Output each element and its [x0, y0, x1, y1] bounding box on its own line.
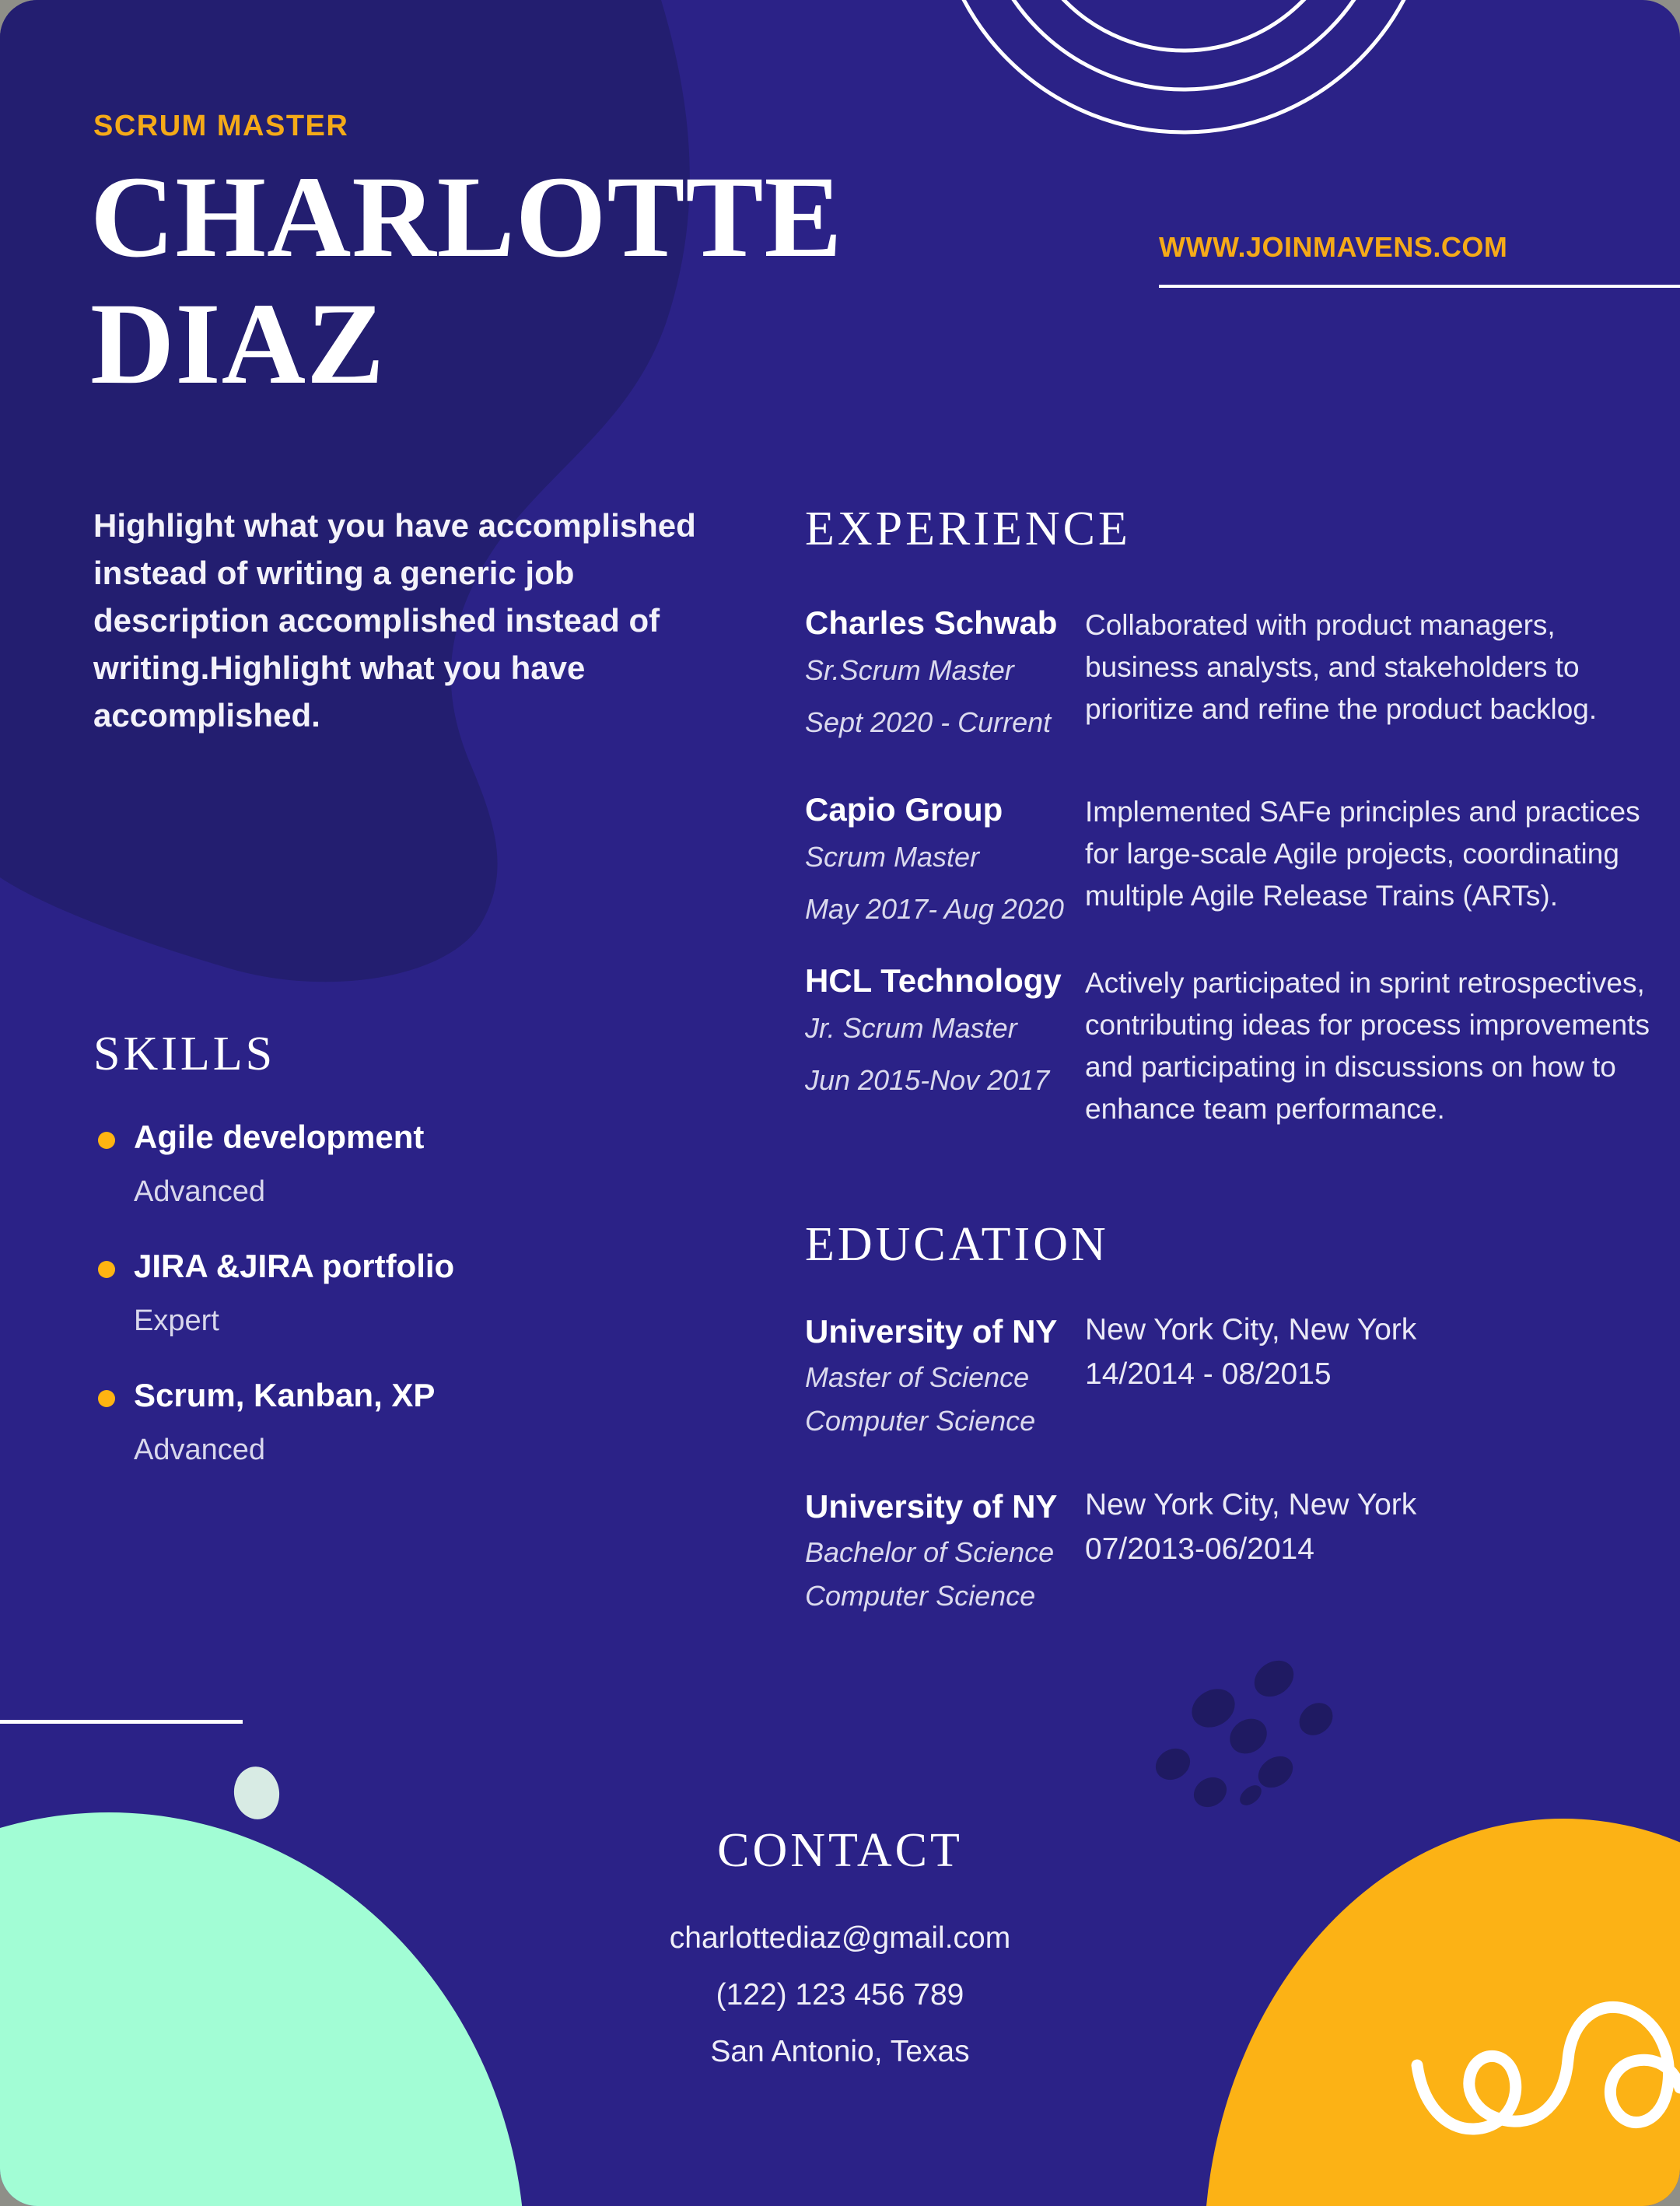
experience-company: HCL Technology — [805, 962, 1062, 999]
education-degree: Master of Science — [805, 1361, 1030, 1393]
person-last-name: DIAZ — [90, 279, 386, 408]
experience-description: Collaborated with product managers, business analysts, and stakeholders to prioritize and refine the product backlog. — [1085, 609, 1598, 725]
bullet-dot-icon — [98, 1390, 115, 1407]
skill-level: Expert — [134, 1304, 219, 1337]
skill-name: Scrum, Kanban, XP — [134, 1377, 436, 1413]
experience-company: Capio Group — [805, 791, 1003, 828]
experience-company: Charles Schwab — [805, 604, 1058, 641]
person-first-name: CHARLOTTE — [90, 152, 843, 282]
experience-dates: Jun 2015-Nov 2017 — [805, 1064, 1050, 1096]
dots-pattern-decoration — [1150, 1653, 1339, 1812]
small-mint-blob-decoration — [231, 1763, 283, 1822]
contact-phone: (122) 123 456 789 — [716, 1978, 964, 2012]
website-link[interactable]: WWW.JOINMAVENS.COM — [1159, 231, 1508, 263]
dark-blob-decoration — [0, 0, 690, 982]
education-dates: 07/2013-06/2014 — [1085, 1532, 1314, 1566]
skill-name: Agile development — [134, 1119, 425, 1155]
education-field: Computer Science — [805, 1580, 1036, 1612]
experience-title: Scrum Master — [805, 841, 980, 873]
education-field: Computer Science — [805, 1405, 1036, 1437]
experience-description: Implemented SAFe principles and practices for large-scale Agile projects, coordinating multiple Agile Release Trains (ARTs). — [1085, 796, 1640, 912]
bullet-dot-icon — [98, 1132, 115, 1149]
education-school: University of NY — [805, 1313, 1058, 1350]
skills-heading: SKILLS — [93, 1028, 276, 1080]
role-label: SCRUM MASTER — [93, 110, 349, 142]
bullet-dot-icon — [98, 1261, 115, 1278]
skill-name: JIRA &JIRA portfolio — [134, 1248, 455, 1284]
person-name — [90, 154, 843, 408]
skill-level: Advanced — [134, 1434, 266, 1466]
experience-heading: EXPERIENCE — [805, 502, 1131, 555]
experience-title: Sr.Scrum Master — [805, 654, 1014, 686]
contact-heading: CONTACT — [717, 1824, 963, 1877]
website-underline — [1159, 285, 1680, 288]
summary-text: Highlight what you have accomplished instead of writing a generic job description accomplished instead of writing.Highlight what you have accomplished. — [93, 507, 696, 734]
education-school: University of NY — [805, 1488, 1058, 1525]
circle-arcs-icon — [935, 0, 1433, 132]
education-degree: Bachelor of Science — [805, 1536, 1055, 1568]
education-dates: 14/2014 - 08/2015 — [1085, 1357, 1332, 1391]
contact-location: San Antonio, Texas — [710, 2035, 970, 2068]
education-location: New York City, New York — [1085, 1313, 1417, 1346]
divider-line — [0, 1720, 243, 1724]
contact-email[interactable]: charlottediaz@gmail.com — [669, 1921, 1011, 1955]
skill-level: Advanced — [134, 1175, 266, 1208]
experience-dates: Sept 2020 - Current — [805, 706, 1052, 738]
experience-title: Jr. Scrum Master — [805, 1012, 1017, 1044]
education-heading: EDUCATION — [805, 1218, 1109, 1271]
experience-dates: May 2017- Aug 2020 — [805, 893, 1064, 925]
education-location: New York City, New York — [1085, 1488, 1417, 1521]
experience-description: Actively participated in sprint retrospectives, contributing ideas for process improvements and participating in discussions on how to enhance team performance. — [1085, 967, 1650, 1125]
